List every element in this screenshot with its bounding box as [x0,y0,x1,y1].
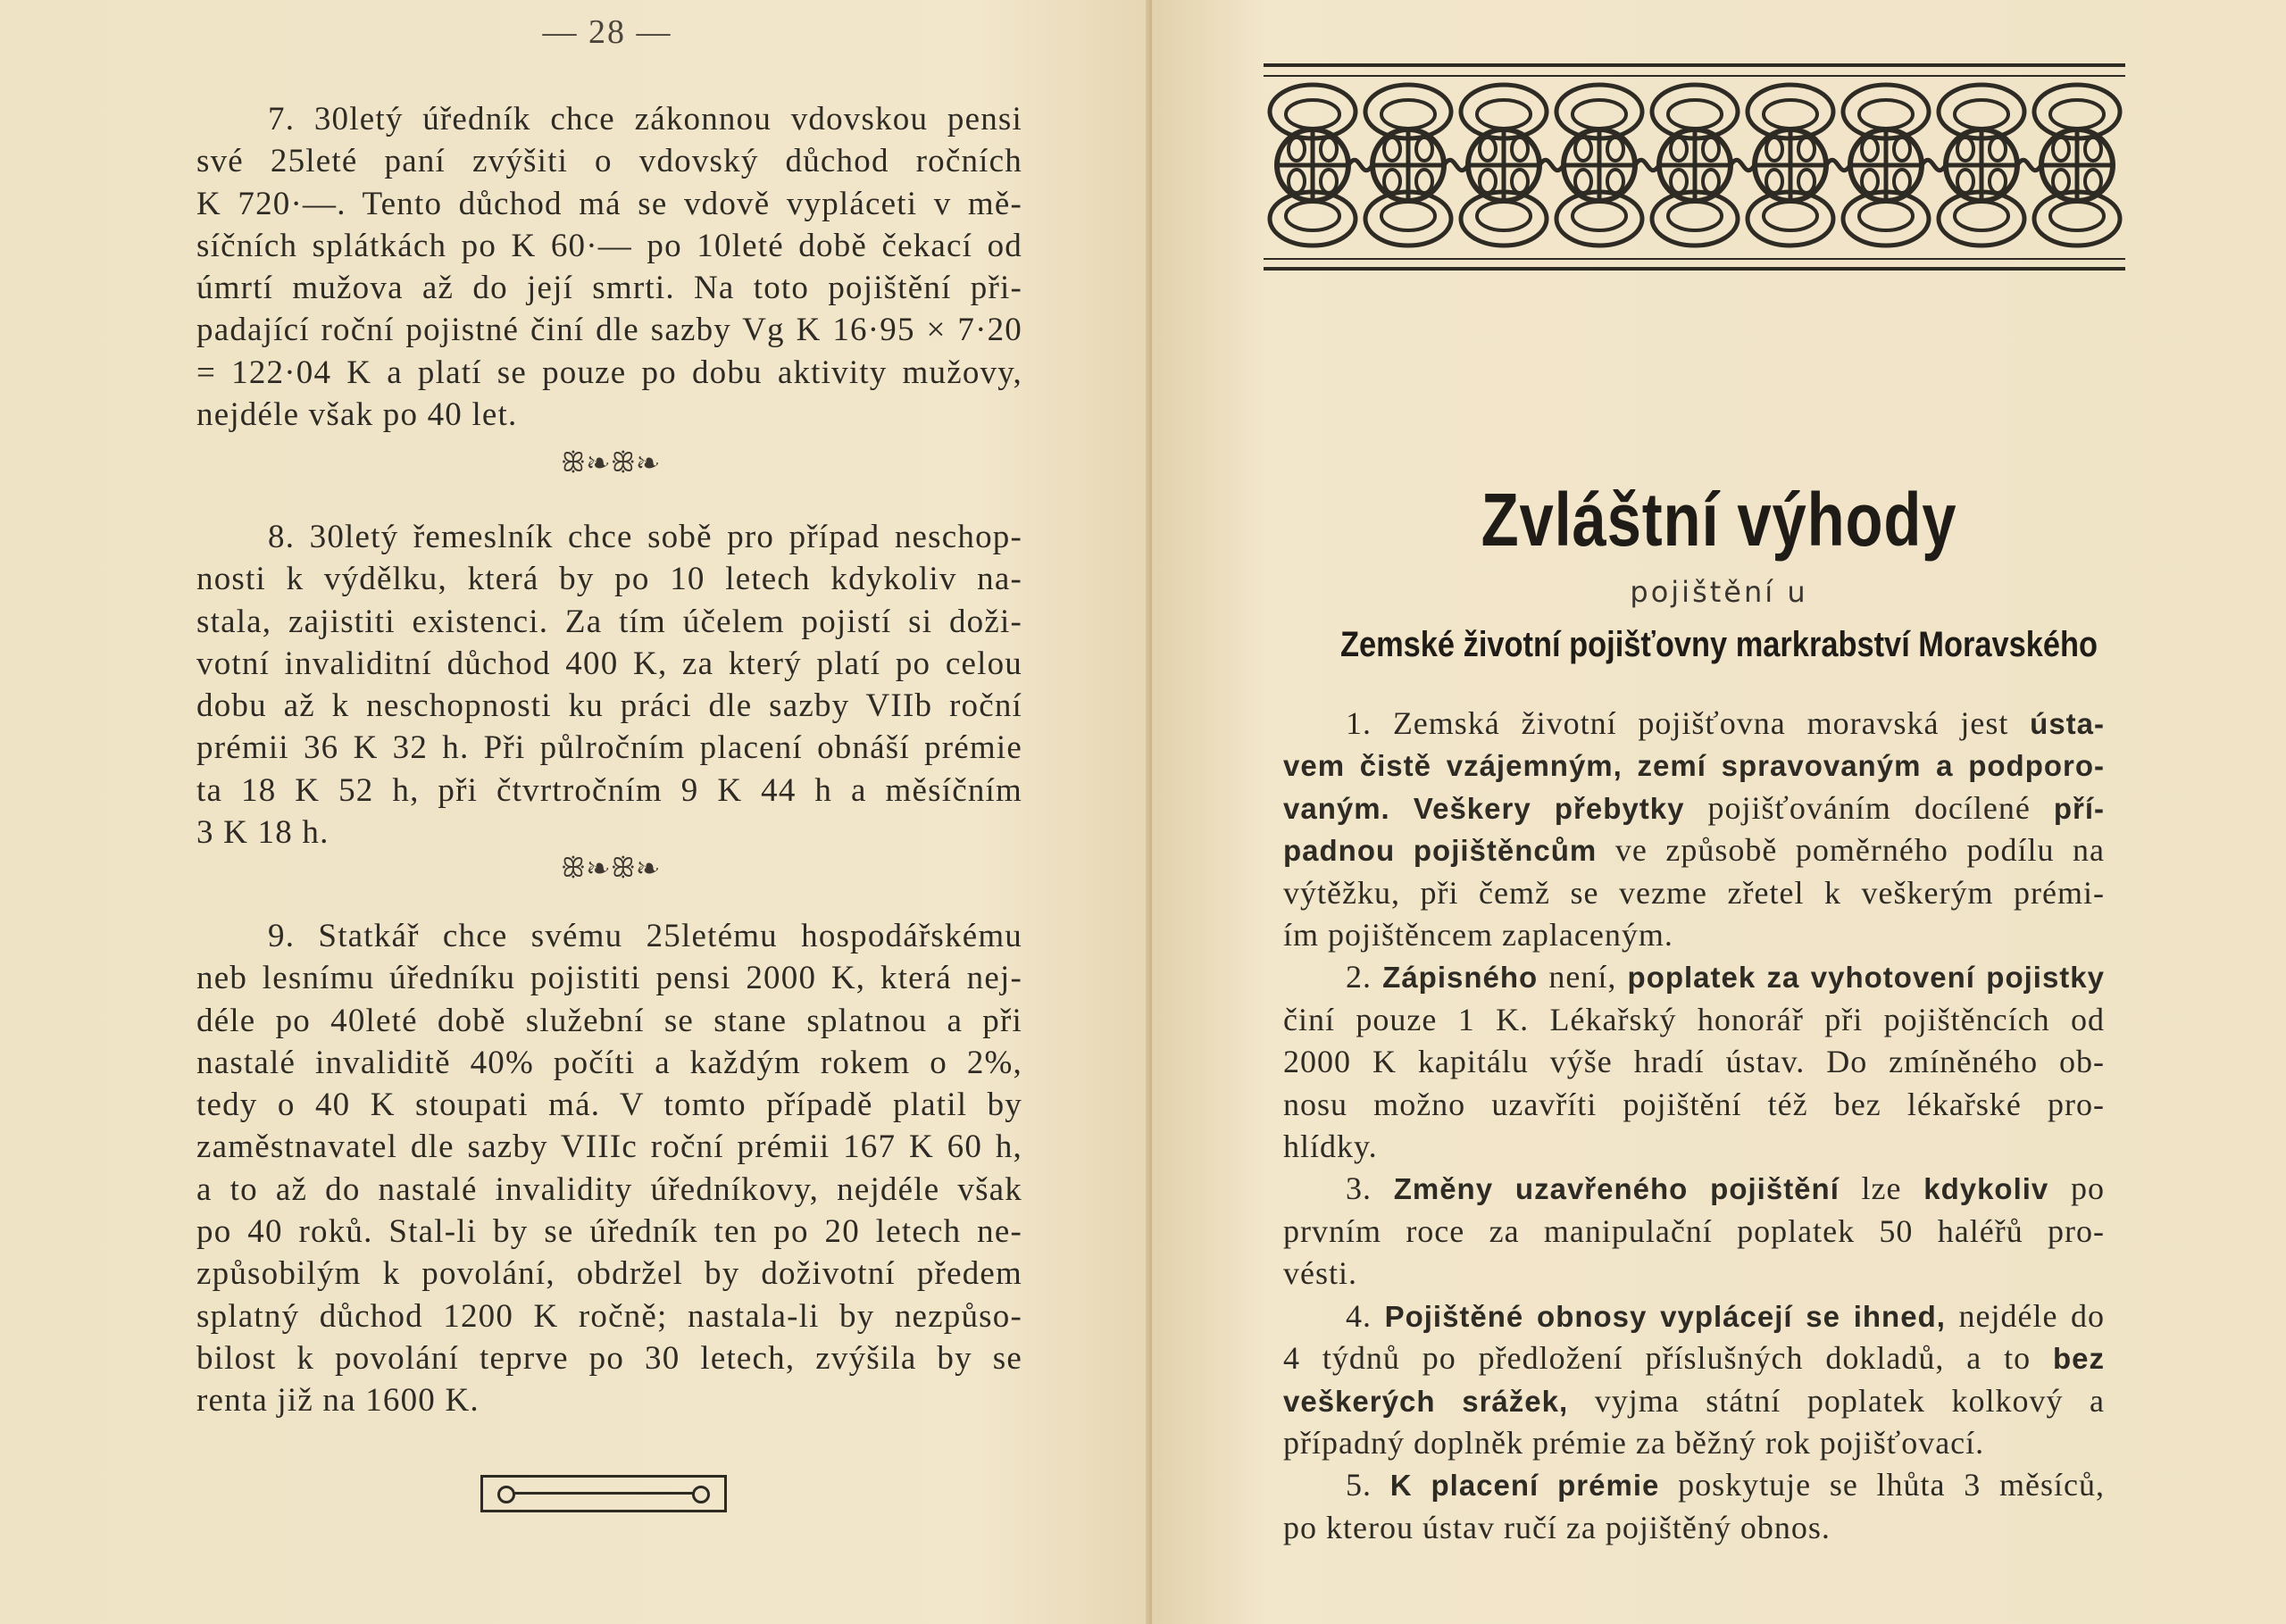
text-line: padnou pojištěncům ve způsobě poměrného podílu na [1283,832,2106,869]
text-line: způsobilým k povolání, obdržel by doživotní předem [196,1255,1022,1293]
text-line: veškerých srážek, vyjma státní poplatek kolkový a [1283,1382,2106,1419]
text-line: K 720·—. Tento důchod má se vdově vypláceti v mě- [196,185,1022,222]
text-line: činí pouze 1 K. Lékařský honorář při pojištěncích od [1283,1001,2105,1037]
text-line: nosti k výdělku, která by po 10 letech kdykoliv na- [196,561,1022,598]
text-line: 2. Zápisného není, poplatek za vyhotovení pojistky [1346,959,2105,995]
flourish-ornament: ꕥ❧ꕥ❧ [561,448,661,478]
text-line: 5. K placení prémie poskytuje se lhůta 3 měsíců, [1346,1467,2105,1503]
text-line: vem čistě vzájemným, zemí spravovaným a podporo- [1283,749,2105,783]
text-line: ím pojištěncem zaplaceným. [1283,917,1673,954]
text-line: renta již na 1600 K. [196,1382,480,1420]
text-line: déle po 40leté době služební se stane splatnou a při [196,1002,1022,1039]
text-line: splatný důchod 1200 K ročně; nastala-li by nezpůso- [196,1297,1022,1335]
section-title: Zvláštní výhody [1481,478,1957,562]
text-line: 4 týdnů po předložení příslušných dokladů, a to bez [1283,1340,2105,1377]
flourish-ornament: ꕥ❧ꕥ❧ [561,854,661,883]
text-line: 7. 30letý úředník chce zákonnou vdovskou pensi [268,101,1022,137]
text-line: po 40 roků. Stal-li by se úředník ten po 20 letech ne- [196,1213,1022,1251]
institution-name: Zemské životní pojišťovny markrabství Moravského [1339,625,2098,664]
text-line: hlídky. [1283,1128,1378,1165]
text-line: votní invaliditní důchod 400 K, za který platí po celou [196,645,1022,682]
text-line: výtěžku, při čemž se vezme zřetel k veškerým prémi- [1283,874,2105,911]
text-line: 3 K 18 h. [196,814,330,852]
text-line: padající roční pojistné činí dle sazby Vg K 16·95 × 7·20 [196,312,1022,349]
text-line: nosu možno uzavříti pojištění též bez lékařské pro- [1283,1086,2105,1122]
text-line: síčních splátkách po K 60·— po 10leté době čekací od [196,227,1022,264]
text-line: případný doplněk prémie za běžný rok pojišťovací. [1283,1424,1985,1461]
page-number: — 28 — [542,13,672,51]
end-ornament [480,1475,727,1512]
text-line: neb lesnímu úředníku pojistiti pensi 2000 K, která nej- [196,960,1022,997]
text-line: 3. Změny uzavřeného pojištění lze kdykoliv po [1346,1170,2105,1207]
text-line: své 25leté paní zvýšiti o vdovský důchod ročních [196,143,1022,180]
text-line: bilost k povolání teprve po 30 letech, zvýšila by se [196,1339,1022,1377]
text-line: vaným. Veškery přebytky pojišťováním docílené pří- [1283,789,2105,826]
text-line: prvním roce za manipulační poplatek 50 haléřů pro- [1283,1212,2105,1249]
text-line: 4. Pojištěné obnosy vyplácejí se ihned, nejdéle do [1346,1297,2105,1334]
text-line: stala, zajistiti existenci. Za tím účelem pojistí si doži- [196,603,1022,640]
text-line: 1. Zemská životní pojišťovna moravská jest ústa- [1346,705,2105,741]
text-line: úmrtí mužova až do její smrti. Na toto pojištění při- [196,270,1022,307]
paragraph-item-9 [196,915,1022,1422]
paragraph-item-7 [196,98,1022,436]
text-line: 2000 K kapitálu výše hradí ústav. Do zmíněného ob- [1283,1044,2105,1080]
text-line: dobu až k neschopnosti ku práci dle sazby VIIb roční [196,687,1022,725]
text-line: nastalé invaliditě 40% počíti a každým rokem o 2%, [196,1044,1022,1081]
text-line: vésti. [1283,1255,1357,1292]
text-line: prémii 36 K 32 h. Při půlročním placení obnáší prémie [196,729,1022,767]
subtitle: pojištění u [1630,575,1808,609]
advantages-list [1283,703,2105,1549]
text-line: ta 18 K 52 h, při čtvrtročním 9 K 44 h a měsíčním [196,771,1022,809]
text-line: a to až do nastalé invalidity úředníkovy, nejdéle však [196,1170,1022,1208]
text-line: tedy o 40 K stoupati má. V tomto případě platil by [196,1087,1022,1124]
text-line: po kterou ústav ručí za pojištěný obnos. [1283,1509,1831,1545]
text-line: zaměstnavatel dle sazby VIIIc roční prémii 167 K 60 h, [196,1128,1022,1166]
text-line: = 122·04 K a platí se pouze po dobu aktivity mužovy, [196,354,1022,391]
text-line: 8. 30letý řemeslník chce sobě pro případ neschop- [268,519,1022,555]
text-line: 9. Statkář chce svému 25letému hospodářskému [268,918,1022,954]
text-line: nejdéle však po 40 let. [196,396,518,434]
paragraph-item-8 [196,516,1022,854]
decorative-header-ornament [1264,62,2125,272]
